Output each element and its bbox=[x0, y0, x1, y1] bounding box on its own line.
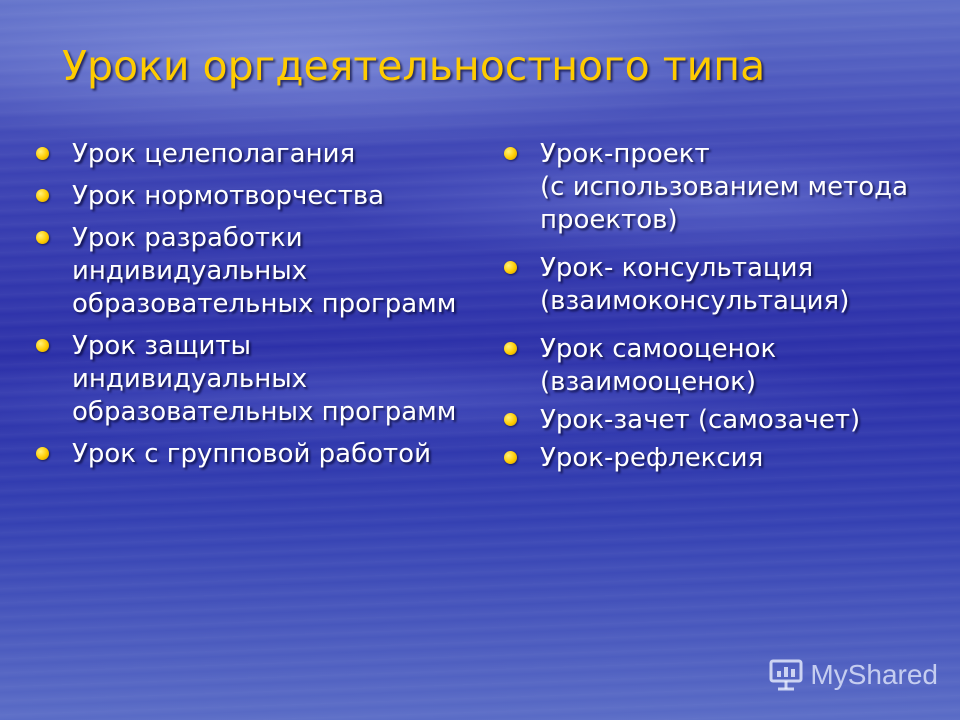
bullet-icon bbox=[504, 261, 517, 274]
list-item bbox=[498, 404, 948, 437]
list-item-text: Урок-проект (с использованием метода проектов) bbox=[540, 139, 909, 235]
list-item bbox=[498, 333, 948, 399]
list-item bbox=[30, 138, 480, 171]
bullet-icon bbox=[504, 451, 517, 464]
list-item-text: Урок целеполагания bbox=[72, 139, 356, 169]
slide-title: Уроки оргдеятельностного типа bbox=[62, 42, 766, 90]
bullet-icon bbox=[36, 147, 49, 160]
bullet-icon bbox=[36, 189, 49, 202]
watermark-text: MyShared bbox=[810, 659, 938, 690]
right-bullet-list bbox=[498, 138, 948, 475]
presentation-board-icon bbox=[768, 658, 804, 692]
list-item-text: Урок защиты индивидуальных образовательных программ bbox=[72, 331, 457, 427]
list-item bbox=[498, 442, 948, 475]
bullet-icon bbox=[504, 147, 517, 160]
list-item bbox=[30, 330, 480, 429]
list-item bbox=[30, 438, 480, 471]
bullet-icon bbox=[36, 339, 49, 352]
list-item-text: Урок с групповой работой bbox=[72, 439, 431, 469]
list-item bbox=[30, 222, 480, 321]
list-item bbox=[30, 180, 480, 213]
bullet-icon bbox=[504, 413, 517, 426]
watermark bbox=[768, 658, 938, 692]
list-item-text: Урок- консультация (взаимоконсультация) bbox=[540, 253, 850, 316]
list-item bbox=[498, 138, 948, 237]
list-item-text: Урок-рефлексия bbox=[540, 443, 764, 473]
left-bullet-list bbox=[30, 138, 480, 471]
list-item-text: Урок-зачет (самозачет) bbox=[540, 405, 861, 435]
list-item bbox=[498, 252, 948, 318]
bullet-icon bbox=[36, 231, 49, 244]
list-item-text: Урок самооценок (взаимооценок) bbox=[540, 334, 777, 397]
list-item-text: Урок нормотворчества bbox=[72, 181, 385, 211]
list-item-text: Урок разработки индивидуальных образовательных программ bbox=[72, 223, 457, 319]
bullet-icon bbox=[504, 342, 517, 355]
bullet-icon bbox=[36, 447, 49, 460]
